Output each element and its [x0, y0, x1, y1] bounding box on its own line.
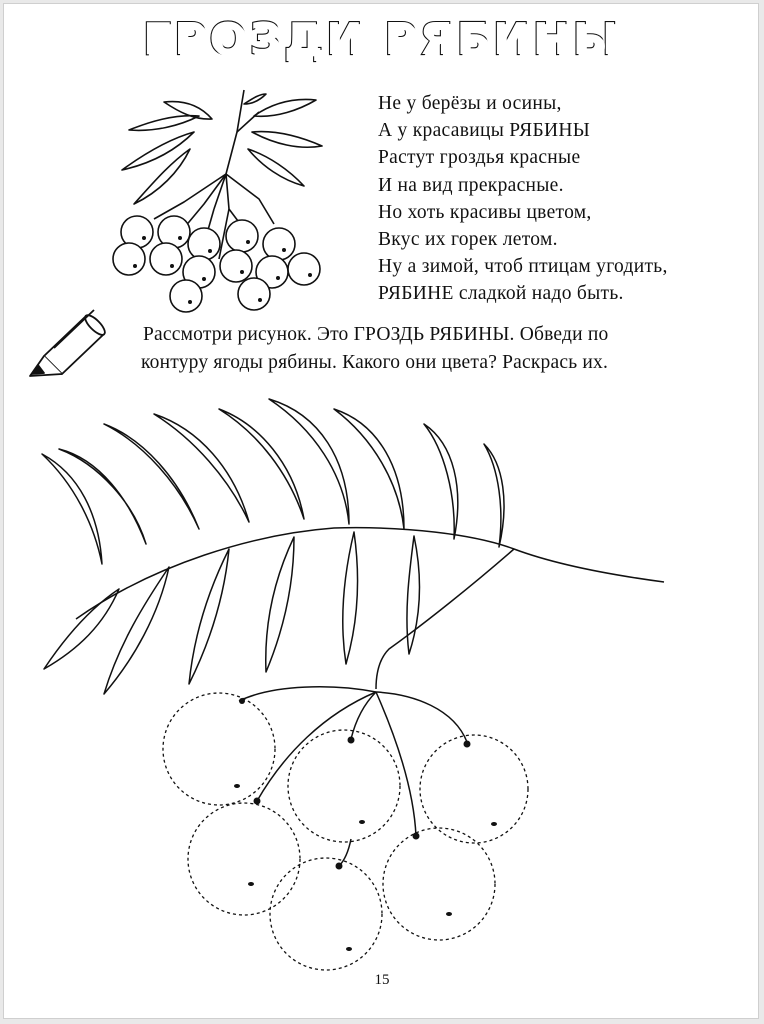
- poem-line: Не у берёзы и осины,: [378, 93, 562, 114]
- rowan-tracing-drawing: [4, 4, 760, 1020]
- poem-line: Ну а зимой, чтоб птицам угодить,: [378, 256, 668, 278]
- poem-line: Растут гроздья красные: [378, 147, 581, 169]
- task-line: Рассмотри рисунок. Это ГРОЗДЬ РЯБИНЫ. Обведи по: [143, 324, 609, 345]
- page-title: ГРОЗДИ РЯБИНЫ: [142, 14, 622, 65]
- poem-line: РЯБИНЕ сладкой надо быть.: [378, 283, 624, 305]
- task-line: контуру ягоды рябины. Какого они цвета? Раскрась их.: [141, 352, 609, 373]
- poem-line: А у красавицы РЯБИНЫ: [378, 120, 591, 142]
- poem-line: И на вид прекрасные.: [378, 174, 564, 196]
- worksheet-page: [3, 3, 759, 1019]
- poem-line: Вкус их горек летом.: [378, 229, 558, 251]
- page-number: 15: [374, 972, 390, 988]
- poem-line: Но хоть красивы цветом,: [378, 201, 592, 223]
